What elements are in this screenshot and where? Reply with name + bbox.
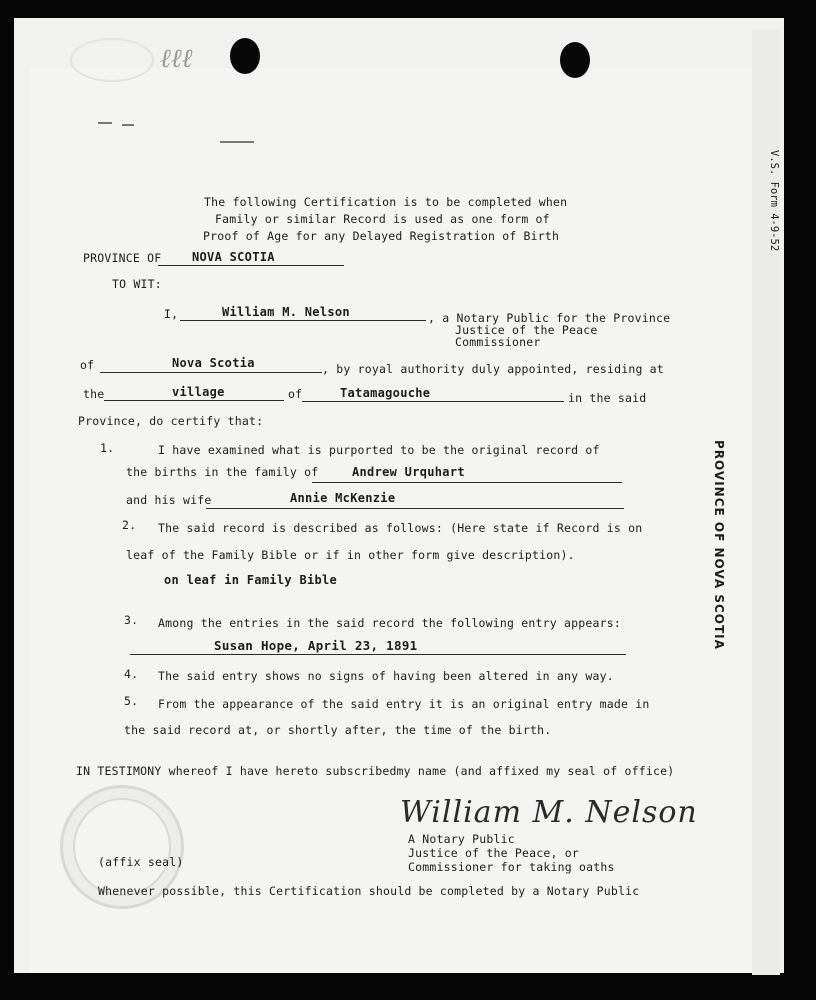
entry-value: Susan Hope, April 23, 1891 [214, 638, 418, 653]
item4-text: The said entry shows no signs of having been altered in any way. [158, 669, 614, 683]
item-number: 1. [100, 441, 115, 455]
of-value: Nova Scotia [172, 356, 255, 370]
notary-name: William M. Nelson [222, 305, 350, 319]
header-line-3: Proof of Age for any Delayed Registration of Birth [203, 229, 560, 243]
record-description: on leaf in Family Bible [164, 573, 338, 587]
entry-line [130, 654, 626, 655]
the-label: the [83, 387, 105, 401]
in-said-label: in the said [568, 391, 647, 405]
item-number: 2. [122, 518, 137, 532]
mark-dash [220, 141, 254, 143]
place-type-line [104, 400, 284, 401]
mother-line [206, 508, 624, 509]
signer-title-2: Justice of the Peace, or [408, 846, 579, 860]
mark-dash [122, 124, 134, 126]
province-side-title: PROVINCE OF NOVA SCOTIA [712, 440, 726, 650]
notary-title: , a Notary Public for the Province [428, 311, 671, 325]
faint-stamp [70, 38, 154, 82]
item1-text-2: the births in the family of [126, 465, 319, 479]
item1-text: I have examined what is purported to be the original record of [158, 443, 600, 457]
punch-hole-right [560, 42, 590, 78]
header-line-1: The following Certification is to be completed when [204, 195, 568, 209]
wife-label: and his wife [126, 493, 212, 507]
footer-note: Whenever possible, this Certification should be completed by a Notary Public [98, 884, 640, 898]
father-name: Andrew Urquhart [352, 465, 465, 479]
place-name: Tatamagouche [340, 386, 431, 400]
item-number: 4. [124, 667, 139, 681]
item2-text-2: leaf of the Family Bible or if in other form give description). [126, 548, 575, 562]
item3-text: Among the entries in the said record the following entry appears: [158, 616, 622, 630]
notary-name-line [180, 320, 426, 321]
place-type: village [172, 385, 225, 399]
testimony-text: IN TESTIMONY whereof I have hereto subscribedmy name (and affixed my seal of office) [76, 764, 675, 778]
notary-signature: William M. Nelson [400, 795, 698, 830]
to-wit-label: TO WIT: [112, 277, 162, 291]
province-line [158, 265, 344, 266]
i-label: I, [164, 307, 179, 321]
province-value: NOVA SCOTIA [192, 250, 275, 264]
form-number: V.S. Form 4-9-52 [768, 150, 780, 252]
item2-text: The said record is described as follows: (Here state if Record is on [158, 521, 643, 535]
of2-label: of [288, 387, 303, 401]
province-label: PROVINCE OF [83, 251, 162, 265]
father-line [312, 482, 622, 483]
of-line [100, 372, 322, 373]
item-number: 3. [124, 613, 139, 627]
of-label: of [80, 358, 95, 372]
commissioner-label: Commissioner [455, 335, 541, 349]
signer-title-3: Commissioner for taking oaths [408, 860, 615, 874]
item-number: 5. [124, 694, 139, 708]
justice-label: Justice of the Peace [455, 323, 598, 337]
certify-text: Province, do certify that: [78, 414, 264, 428]
header-line-2: Family or similar Record is used as one form of [215, 212, 550, 226]
mother-name: Annie McKenzie [290, 491, 396, 505]
signer-title-1: A Notary Public [408, 832, 515, 846]
place-name-line [302, 401, 564, 402]
mark-dash [98, 122, 112, 124]
item5-text-2: the said record at, or shortly after, the time of the birth. [124, 723, 552, 737]
item5-text: From the appearance of the said entry it is an original entry made in [158, 697, 650, 711]
authority-text: , by royal authority duly appointed, residing at [322, 362, 664, 376]
pencil-mark: ℓℓℓ [160, 44, 193, 74]
punch-hole-left [230, 38, 260, 74]
affix-seal-label: (affix seal) [98, 855, 184, 869]
